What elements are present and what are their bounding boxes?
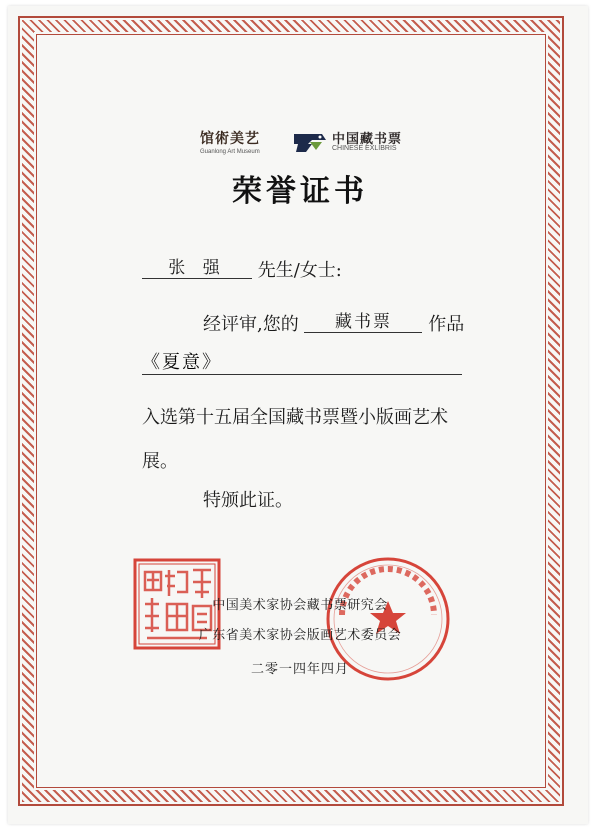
closing-text: 特颁此证。: [203, 490, 293, 511]
issue-date: 二零一四年四月: [250, 662, 349, 677]
evaluation-prefix: 经评审,您的: [203, 314, 299, 335]
header-logos: [200, 128, 420, 160]
work-type: 藏书票: [304, 307, 422, 333]
exlibris-logo-en: CHINESE EXLIBRIS: [332, 145, 397, 152]
award-body-text: 入选第十五届全国藏书票暨小版画艺术展。: [142, 407, 448, 472]
work-title-line: [142, 352, 462, 375]
museum-logo-cn: 馆術美艺: [200, 131, 260, 147]
organization-2: 广东省美术家协会版画艺术委员会: [198, 628, 402, 643]
recipient-line: [142, 256, 342, 282]
work-title: 《夏意》: [142, 352, 222, 373]
museum-logo-en: Guanlong Art Museum: [200, 149, 260, 155]
evaluation-suffix: 作品: [428, 314, 465, 335]
exlibris-emblem-icon: [292, 130, 328, 156]
recipient-name: 张 强: [142, 253, 252, 279]
exlibris-logo: [292, 128, 420, 160]
recipient-salutation: 先生/女士:: [257, 260, 342, 281]
certificate-title: 荣誉证书: [232, 174, 368, 209]
evaluation-line: [203, 310, 464, 336]
organization-1: 中国美术家协会藏书票研究会: [212, 598, 388, 613]
exlibris-logo-cn: 中国藏书票: [332, 132, 403, 147]
museum-logo: [200, 128, 280, 155]
